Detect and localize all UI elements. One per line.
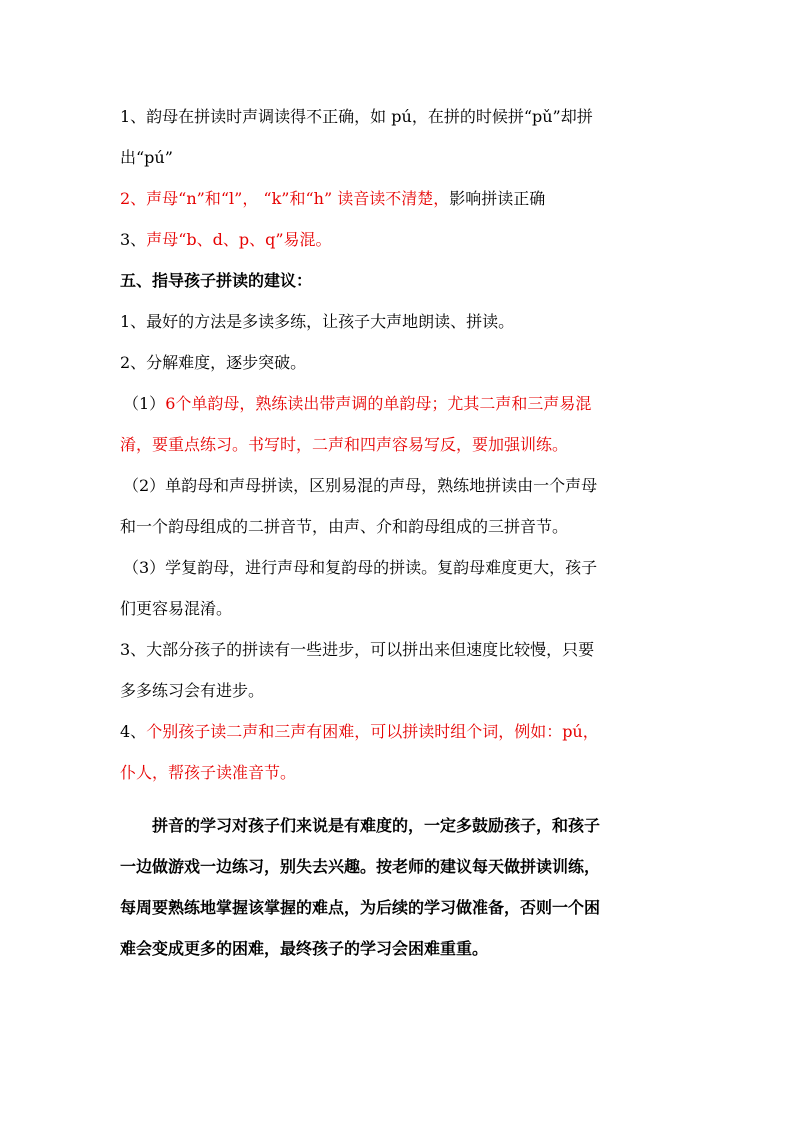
suggestion-4-number: 4、: [120, 722, 147, 741]
sub-item-3-line-2: 们更容易混淆。: [120, 599, 233, 618]
sub-item-1-highlight: 6个单韵母，熟练读出带声调的单韵母；尤其二声和三声易混: [165, 394, 592, 413]
sub-item-2-line-2: 和一个韵母组成的二拼音节，由声、介和韵母组成的三拼音节。: [120, 517, 569, 536]
sub-item-1-line-1: [120, 383, 680, 424]
closing-paragraph-line-2: 一边做游戏一边练习，别失去兴趣。按老师的建议每天做拼读训练，: [120, 857, 601, 876]
suggestion-4-line-1: [120, 711, 680, 752]
suggestion-4-highlight: 个别孩子读二声和三声有困难，可以拼读时组个词，例如：pú，: [146, 722, 599, 741]
problem-3-highlight: 声母“b、d、p、q”易混。: [146, 230, 332, 249]
sub-item-3-line-1: （3）学复韵母，进行声母和复韵母的拼读。复韵母难度更大，孩子: [123, 558, 598, 577]
problem-3-number: 3、: [120, 230, 147, 249]
section-heading: 五、指导孩子拼读的建议：: [120, 271, 313, 290]
closing-paragraph-line-3: 每周要熟练地掌握该掌握的难点，为后续的学习做准备，否则一个困: [120, 898, 601, 917]
suggestion-1: 1、最好的方法是多读多练，让孩子大声地朗读、拼读。: [120, 312, 515, 331]
problem-2-line: [120, 178, 680, 219]
sub-item-1-number: （1）: [123, 394, 166, 413]
suggestion-3-line-1: 3、大部分孩子的拼读有一些进步，可以拼出来但速度比较慢，只要: [120, 640, 595, 659]
suggestion-2: 2、分解难度，逐步突破。: [120, 353, 307, 372]
closing-paragraph-line-1: 拼音的学习对孩子们来说是有难度的，一定多鼓励孩子，和孩子: [152, 816, 601, 835]
problem-2-tail: 影响拼读正确: [449, 189, 546, 208]
problem-2-highlight: 2、声母“n”和“l”， “k”和“h” 读音读不清楚，: [120, 189, 450, 208]
problem-1-line-1: 1、韵母在拼读时声调读得不正确，如 pú，在拼的时候拼“pǔ”却拼: [120, 107, 593, 126]
problem-1-line-2: 出“pú”: [120, 148, 173, 167]
suggestion-3-line-2: 多多练习会有进步。: [120, 681, 265, 700]
suggestion-4-line-2: 仆人，帮孩子读准音节。: [120, 763, 297, 782]
sub-item-1-line-2: 淆，要重点练习。书写时，二声和四声容易写反，要加强训练。: [120, 435, 569, 454]
sub-item-2-line-1: （2）单韵母和声母拼读，区别易混的声母，熟练地拼读由一个声母: [123, 476, 598, 495]
closing-paragraph-line-4: 难会变成更多的困难，最终孩子的学习会困难重重。: [120, 939, 489, 958]
document-page: [120, 96, 680, 969]
problem-3-line: [120, 219, 680, 260]
